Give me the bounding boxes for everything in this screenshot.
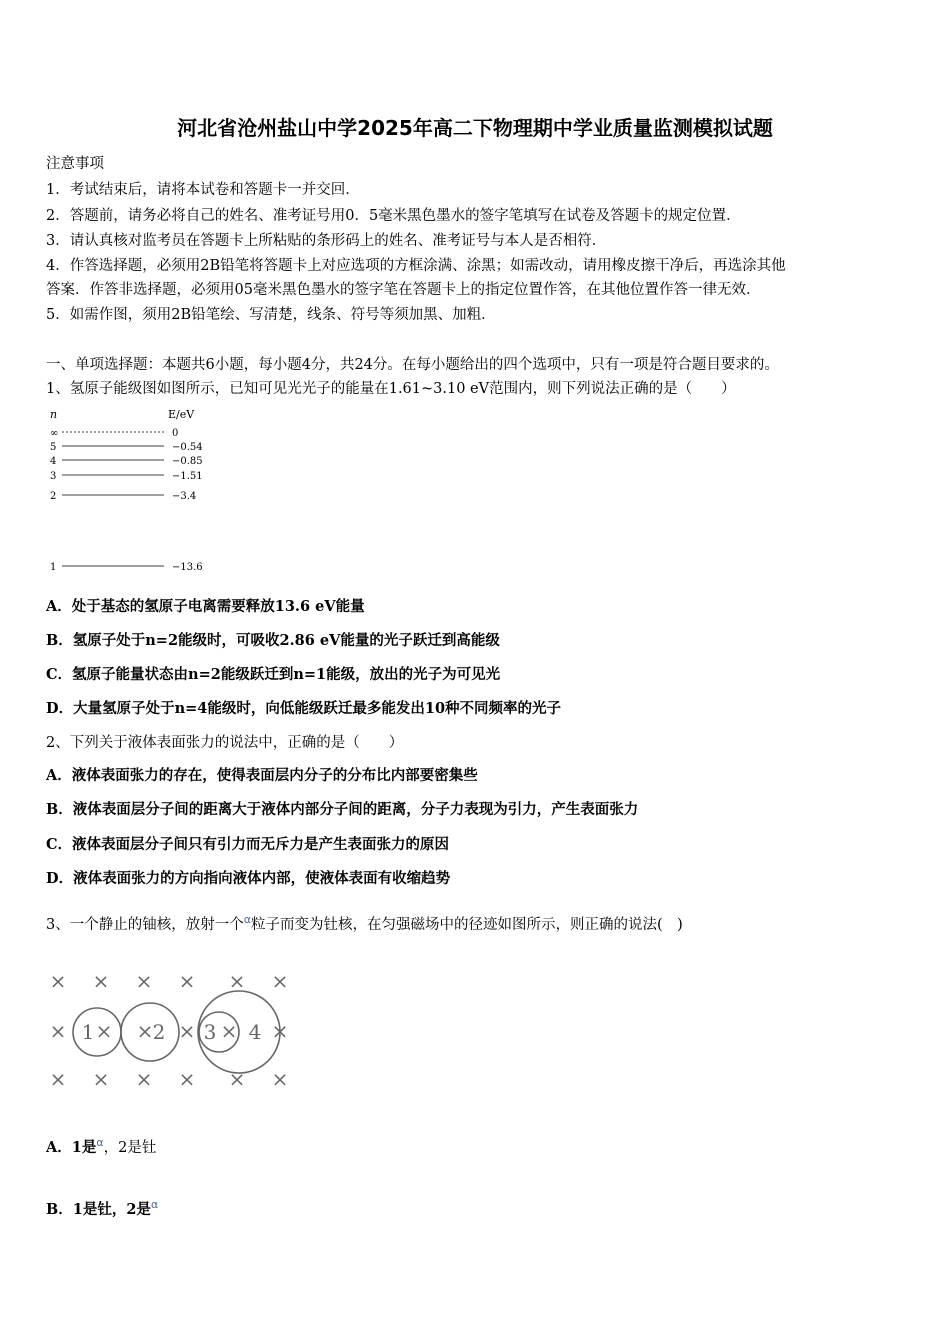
field-cross: × — [178, 969, 196, 993]
magnetic-field-tracks-diagram — [44, 964, 294, 1094]
level-n: 2 — [50, 491, 57, 502]
level-energy: −3.4 — [172, 491, 197, 502]
q1-option-a[interactable]: A．处于基态的氢原子电离需要释放13.6 eV能量 — [46, 598, 365, 615]
q3-option-b[interactable] — [46, 1198, 158, 1219]
q1-option-c[interactable]: C．氢原子能量状态由n=2能级跃迁到n=1能级，放出的光子为可见光 — [46, 666, 501, 683]
track-label: 3 — [203, 1020, 217, 1044]
page-title: 河北省沧州盐山中学2025年高二下物理期中学业质量监测模拟试题 — [177, 116, 773, 140]
notice-item: 答案．作答非选择题，必须用05毫米黑色墨水的签字笔在答题卡上的指定位置作答，在其他位置作答一律无效． — [46, 282, 761, 298]
field-cross: × — [178, 1019, 196, 1043]
track-label: 1 — [81, 1020, 95, 1044]
option-text: ，2是钍 — [103, 1140, 157, 1156]
field-cross: × — [95, 1019, 113, 1043]
q3-option-a[interactable] — [46, 1136, 156, 1157]
level-n: 5 — [50, 442, 57, 453]
q2-option-d[interactable]: D．液体表面张力的方向指向液体内部，使液体表面有收缩趋势 — [46, 870, 451, 887]
question-3-stem — [46, 913, 683, 934]
field-cross: × — [228, 969, 246, 993]
field-cross: × — [271, 1019, 289, 1043]
q1-option-b[interactable]: B．氢原子处于n=2能级时，可吸收2.86 eV能量的光子跃迁到高能级 — [46, 632, 500, 649]
q2-option-c[interactable]: C．液体表面层分子间只有引力而无斥力是产生表面张力的原因 — [46, 836, 450, 853]
question-1-stem: 1、氢原子能级图如图所示，已知可见光光子的能量在1.61~3.10 eV范围内，则下列说法正确的是（ ） — [46, 381, 736, 397]
field-cross: × — [136, 1019, 154, 1043]
notice-item: 4．作答选择题，必须用2B铅笔将答题卡上对应选项的方框涂满、涂黑；如需改动，请用橡皮擦干净后，再选涂其他 — [46, 258, 786, 274]
q2-option-a[interactable]: A．液体表面张力的存在，使得表面层内分子的分布比内部要密集些 — [46, 767, 478, 784]
q2-option-b[interactable]: B．液体表面层分子间的距离大于液体内部分子间的距离，分子力表现为引力，产生表面张力 — [46, 801, 639, 818]
option-text: A．1是 — [46, 1139, 97, 1156]
alpha-symbol: α — [150, 1198, 159, 1212]
notice-item: 5．如需作图，须用2B铅笔绘、写清楚，线条、符号等须加黑、加粗． — [46, 307, 496, 323]
field-cross: × — [271, 1067, 289, 1091]
stem-part: 粒子而变为钍核，在匀强磁场中的径迹如图所示，则正确的说法( ) — [251, 917, 683, 933]
field-cross: × — [49, 969, 67, 993]
alpha-symbol: α — [96, 1136, 104, 1150]
energy-axis-label: E/eV — [168, 408, 195, 421]
field-cross: × — [228, 1067, 246, 1091]
notice-item: 3．请认真核对监考员在答题卡上所粘贴的条形码上的姓名、准考证号与本人是否相符． — [46, 233, 607, 249]
level-energy: −0.54 — [172, 442, 203, 453]
field-cross: × — [92, 969, 110, 993]
energy-level-diagram — [44, 404, 214, 576]
level-energy: −13.6 — [172, 562, 203, 573]
option-text: B．1是钍，2是 — [46, 1201, 151, 1218]
section-heading: 一、单项选择题：本题共6小题，每小题4分，共24分。在每小题给出的四个选项中，只有一项是符合题目要求的。 — [46, 357, 779, 373]
q1-option-d[interactable]: D．大量氢原子处于n=4能级时，向低能级跃迁最多能发出10种不同频率的光子 — [46, 700, 562, 717]
field-cross: × — [178, 1067, 196, 1091]
field-cross: × — [135, 1067, 153, 1091]
stem-part: 3、一个静止的铀核，放射一个 — [46, 917, 244, 933]
field-cross: × — [92, 1067, 110, 1091]
track-label: 4 — [248, 1020, 262, 1044]
track-label: 2 — [152, 1020, 166, 1044]
level-energy: −0.85 — [172, 456, 203, 467]
level-n: 3 — [50, 471, 57, 482]
level-energy: 0 — [172, 428, 179, 439]
level-energy: −1.51 — [172, 471, 203, 482]
field-cross: × — [49, 1067, 67, 1091]
field-cross: × — [220, 1019, 238, 1043]
field-cross: × — [135, 969, 153, 993]
n-axis-label: n — [50, 408, 58, 421]
level-n: 1 — [50, 562, 57, 573]
notice-item: 2．答题前，请务必将自己的姓名、准考证号用0．5毫米黑色墨水的签字笔填写在试卷及答题卡的规定位置． — [46, 208, 741, 224]
level-n: ∞ — [50, 428, 59, 439]
field-cross: × — [49, 1019, 67, 1043]
notice-heading: 注意事项 — [46, 156, 104, 172]
alpha-symbol: α — [243, 913, 251, 927]
question-2-stem: 2、下列关于液体表面张力的说法中，正确的是（ ） — [46, 735, 404, 751]
notice-item: 1．考试结束后，请将本试卷和答题卡一并交回． — [46, 182, 360, 198]
field-cross: × — [271, 969, 289, 993]
level-n: 4 — [50, 456, 57, 467]
